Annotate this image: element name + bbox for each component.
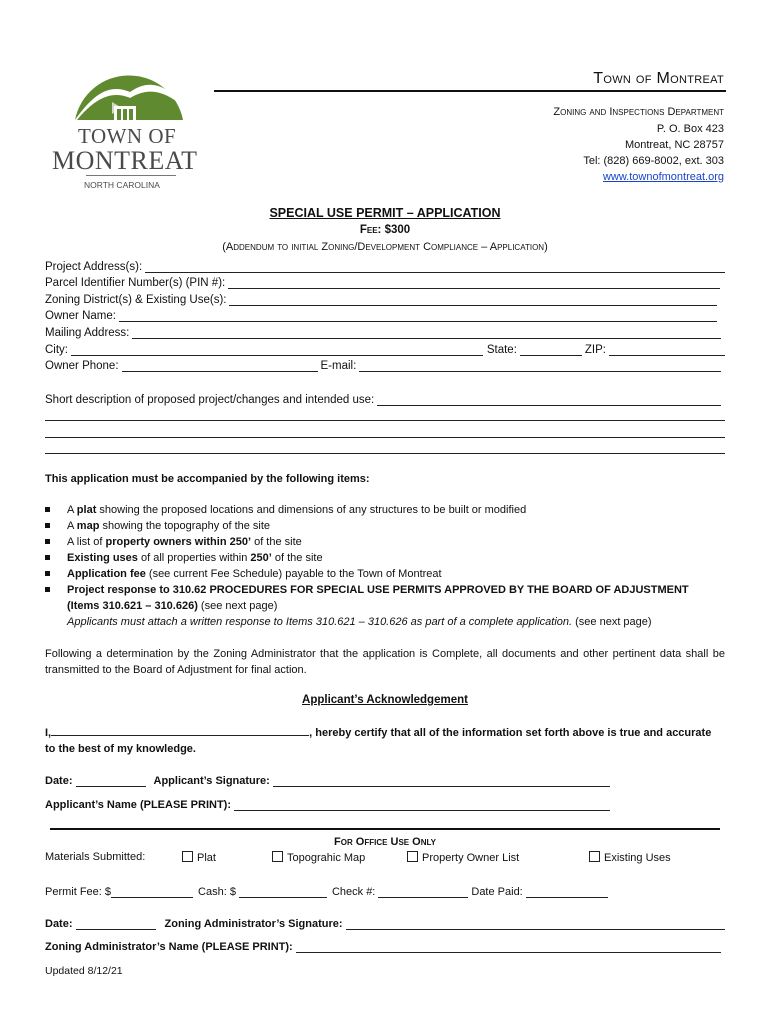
checkbox-plat[interactable]: Plat — [182, 851, 216, 864]
owner-phone-line[interactable] — [122, 360, 318, 372]
za-name-print[interactable] — [45, 937, 721, 953]
description-line-4[interactable] — [45, 453, 725, 454]
requirements-intro: This application must be accompanied by the following items: — [45, 473, 370, 485]
town-logo — [50, 62, 210, 192]
mailing-label: Mailing Address: — [45, 327, 130, 339]
list-item: Application fee (see current Fee Schedule) payable to the Town of Montreat — [45, 566, 735, 582]
applicant-date-signature[interactable] — [45, 771, 610, 787]
logo-town-of: TOWN OF — [78, 124, 177, 148]
mailing-line[interactable] — [132, 327, 721, 339]
za-date-signature[interactable] — [45, 914, 725, 930]
materials-label: Materials Submitted: — [45, 851, 146, 863]
project-address-line[interactable] — [145, 261, 725, 273]
office-use-rule — [50, 828, 720, 830]
applicant-signature-line[interactable] — [273, 775, 610, 787]
za-date-label: Date: — [45, 918, 73, 930]
email-label: E-mail: — [320, 360, 357, 372]
bullet-icon — [45, 571, 50, 576]
city-line-input[interactable] — [71, 344, 483, 356]
form-addendum: (Addendum to initial Zoning/Development Compliance – Application) — [222, 241, 548, 253]
bullet-icon — [45, 507, 50, 512]
acknowledgement-title: Applicant’s Acknowledgement — [302, 694, 468, 706]
project-address-field[interactable] — [45, 257, 725, 273]
city-label: City: — [45, 344, 68, 356]
applicant-name-line[interactable] — [51, 724, 309, 736]
office-use-title: For Office Use Only — [334, 836, 436, 848]
zip-line[interactable] — [609, 344, 725, 356]
bullet-icon — [45, 587, 50, 592]
town-title: Town of Montreat — [593, 70, 724, 87]
state-line[interactable] — [520, 344, 582, 356]
state-label: State: — [486, 344, 517, 356]
pin-line[interactable] — [228, 277, 720, 289]
bullet-icon — [45, 555, 50, 560]
checkbox-icon[interactable] — [182, 851, 193, 862]
logo-state: NORTH CAROLINA — [84, 180, 160, 190]
requirements-list — [45, 502, 735, 630]
permit-fee-line[interactable] — [111, 886, 193, 898]
za-name-label: Zoning Administrator’s Name (PLEASE PRINT): — [45, 941, 293, 953]
department-name: Zoning and Inspections Department — [553, 106, 724, 118]
owner-name-field[interactable] — [45, 306, 717, 322]
email-line[interactable] — [359, 360, 721, 372]
checkbox-icon[interactable] — [407, 851, 418, 862]
phone-email-field[interactable] — [45, 356, 721, 372]
date-paid-label: Date Paid: — [471, 886, 523, 898]
za-date-line[interactable] — [76, 918, 156, 930]
zoning-field[interactable] — [45, 290, 717, 306]
applicant-signature-label: Applicant’s Signature: — [153, 775, 270, 787]
zoning-label: Zoning District(s) & Existing Use(s): — [45, 294, 227, 306]
date-paid-line[interactable] — [526, 886, 608, 898]
header-rule — [214, 90, 726, 92]
zoning-line[interactable] — [229, 294, 717, 306]
description-line-2[interactable] — [45, 420, 725, 421]
city-state-zip-field[interactable] — [45, 340, 725, 356]
checkbox-topographic-map[interactable]: Topograhic Map — [272, 851, 365, 864]
description-field[interactable] — [45, 390, 721, 406]
list-item: A plat showing the proposed locations and dimensions of any structures to be built or modified — [45, 502, 735, 518]
list-item: A map showing the topography of the site — [45, 518, 735, 534]
bullet-icon — [45, 523, 50, 528]
telephone: Tel: (828) 669-8002, ext. 303 — [583, 155, 724, 167]
updated-date: Updated 8/12/21 — [45, 965, 123, 977]
checkbox-existing-uses[interactable]: Existing Uses — [589, 851, 671, 864]
certification-text: I, , hereby certify that all of the information set forth above is true and accurate to the best of my knowledge. — [45, 724, 735, 757]
check-label: Check #: — [331, 886, 376, 898]
pin-label: Parcel Identifier Number(s) (PIN #): — [45, 277, 226, 289]
form-fee: Fee: $300 — [359, 224, 411, 236]
city-line: Montreat, NC 28757 — [624, 139, 724, 151]
owner-name-label: Owner Name: — [45, 310, 116, 322]
checkbox-property-owner-list[interactable]: Property Owner List — [407, 851, 519, 864]
zip-label: ZIP: — [584, 344, 606, 356]
cash-line[interactable] — [239, 886, 327, 898]
za-signature-label: Zoning Administrator’s Signature: — [164, 918, 343, 930]
payment-row[interactable] — [45, 882, 615, 898]
list-item: Existing uses of all properties within 250’ of the site — [45, 550, 735, 566]
form-title: SPECIAL USE PERMIT – APPLICATION — [269, 206, 501, 220]
description-line-3[interactable] — [45, 437, 725, 438]
applicant-date-label: Date: — [45, 775, 73, 787]
applicant-print-label: Applicant’s Name (PLEASE PRINT): — [45, 799, 232, 811]
website-link[interactable]: www.townofmontreat.org — [602, 171, 724, 183]
applicant-print-line[interactable] — [234, 799, 610, 811]
po-box: P. O. Box 423 — [656, 123, 724, 135]
permit-fee-label: Permit Fee: $ — [45, 886, 112, 898]
checkbox-icon[interactable] — [589, 851, 600, 862]
list-item: Project response to 310.62 PROCEDURES FOR SPECIAL USE PERMITS APPROVED BY THE BOARD OF ADJUSTMENT (Items 310.621 – 310.626) (see next page) Applicants must attach a written response to Items 310.621 – 310.626 as part of a complete application. (see next page) — [45, 582, 735, 630]
za-signature-line[interactable] — [346, 918, 725, 930]
owner-name-line[interactable] — [119, 310, 717, 322]
description-line-1[interactable] — [377, 394, 721, 406]
owner-phone-label: Owner Phone: — [45, 360, 119, 372]
mailing-address-field[interactable] — [45, 323, 721, 339]
list-item: A list of property owners within 250’ of the site — [45, 534, 735, 550]
applicant-date-line[interactable] — [76, 775, 146, 787]
logo-divider — [86, 175, 176, 176]
determination-text: Following a determination by the Zoning Administrator that the application is Complete, all documents and other pertinent data shall be transmitted to the Board of Adjustment for final action. — [45, 648, 725, 676]
pin-field[interactable] — [45, 273, 720, 289]
check-line[interactable] — [378, 886, 468, 898]
cash-label: Cash: $ — [198, 886, 236, 898]
applicant-name-print[interactable] — [45, 795, 610, 811]
bullet-icon — [45, 539, 50, 544]
logo-montreat: MONTREAT — [52, 146, 198, 175]
za-name-line[interactable] — [296, 941, 721, 953]
description-label: Short description of proposed project/changes and intended use: — [45, 394, 375, 406]
checkbox-icon[interactable] — [272, 851, 283, 862]
project-address-label: Project Address(s): — [45, 261, 143, 273]
